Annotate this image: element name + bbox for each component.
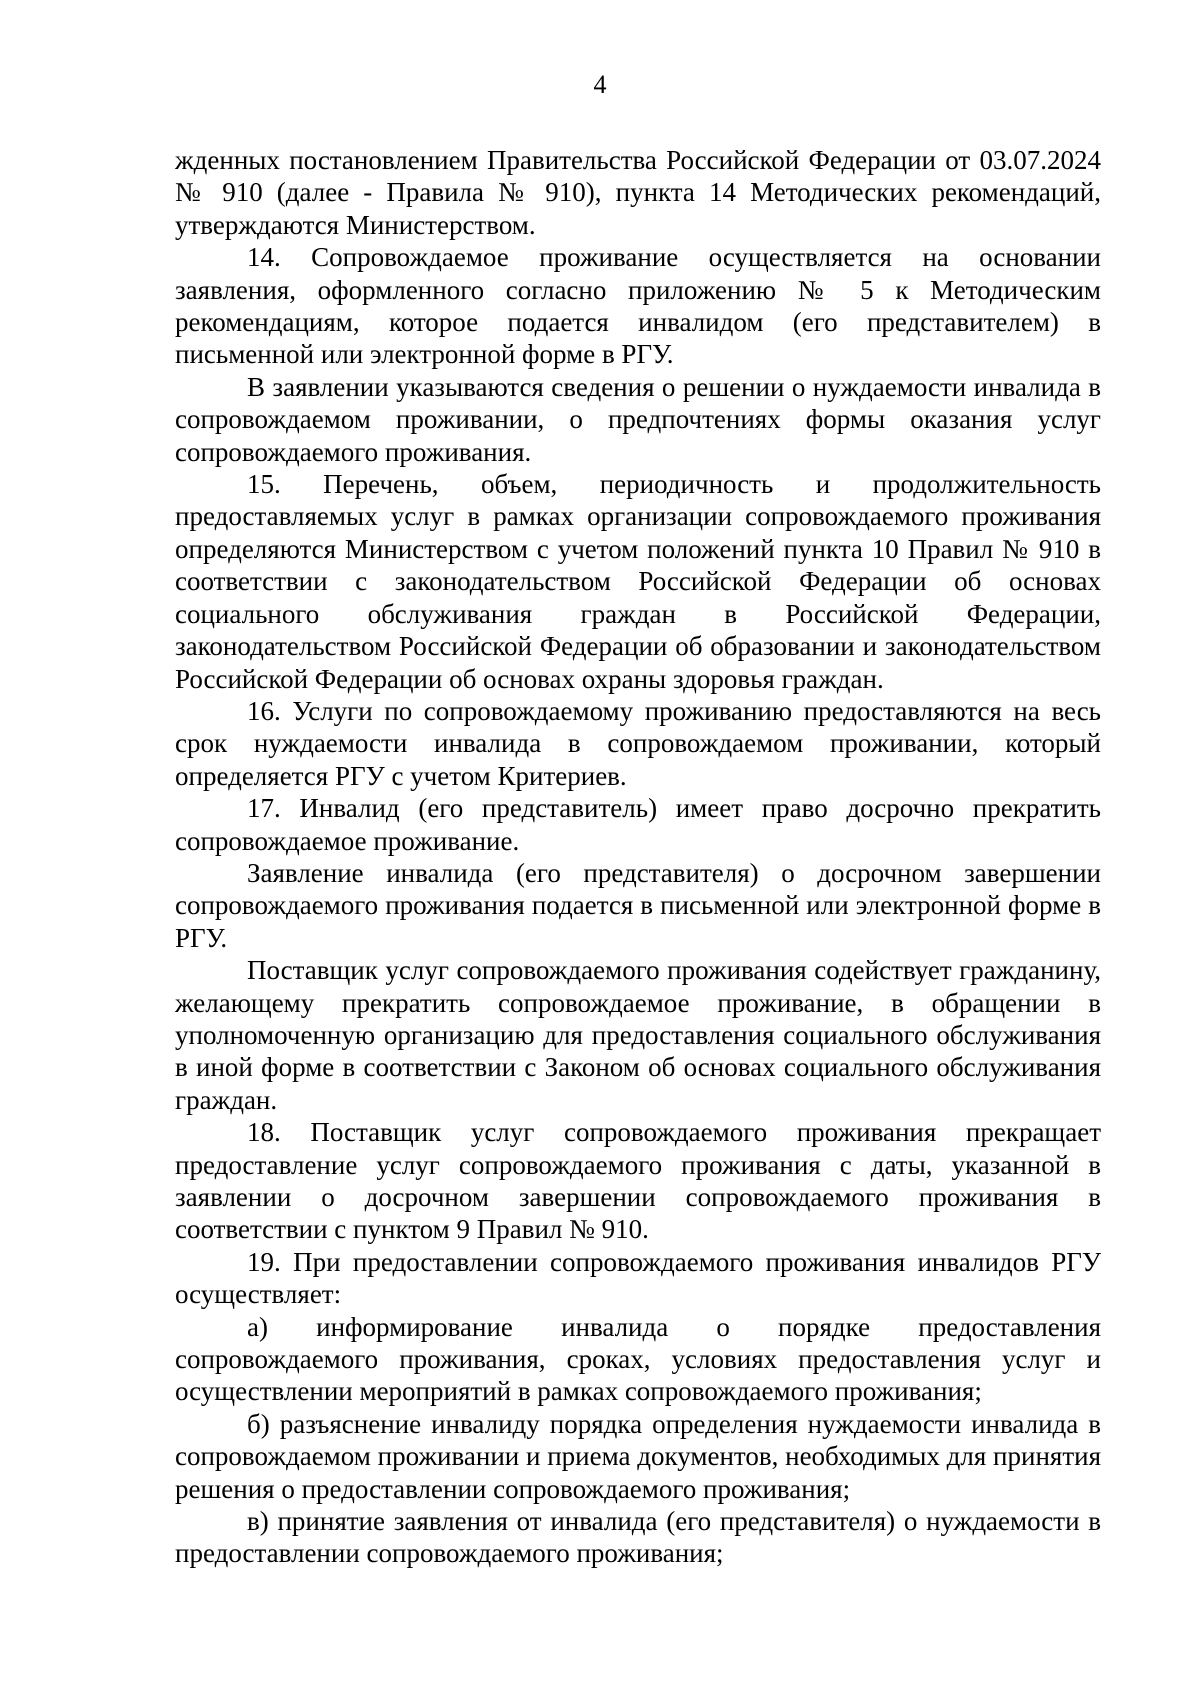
paragraph-item-19-b: б) разъяснение инвалиду порядка определения нуждаемости инвалида в сопровождаемом проживании и приема документов, необходимых для принятия решения о предоставлении сопровождаемого проживания; bbox=[175, 1408, 1101, 1504]
paragraph-item-19-v: в) принятие заявления от инвалида (его представителя) о нуждаемости в предоставлении сопровождаемого проживания; bbox=[175, 1506, 1101, 1569]
paragraph-item-14: 14. Сопровождаемое проживание осуществляется на основании заявления, оформленного согласно приложению № 5 к Методическим рекомендациям, которое подается инвалидом (его представителем) в письменной или электронной форме в РГУ. bbox=[175, 242, 1101, 370]
paragraph-item-16: 16. Услуги по сопровождаемому проживанию предоставляются на весь срок нуждаемости инвалида в сопровождаемом проживании, который определяется РГУ с учетом Критериев. bbox=[175, 695, 1101, 791]
page-number: 4 bbox=[593, 70, 607, 99]
paragraph-provider-assistance: Поставщик услуг сопровождаемого проживания содействует гражданину, желающему прекратить сопровождаемое проживание, в обращении в уполномоченную организацию для предоставления социального обслуживания в иной форме в соответствии с Законом об основах социального обслуживания граждан. bbox=[175, 955, 1101, 1115]
paragraph-item-15: 15. Перечень, объем, периодичность и продолжительность предоставляемых услуг в рамках организации сопровождаемого проживания определяются Министерством с учетом положений пункта 10 Правил № 910 в соответствии с законодательством Российской Федерации об основах социального обслуживания граждан в Российской Федерации, законодательством Российской Федерации об образовании и законодательством Российской Федерации об основах охраны здоровья граждан. bbox=[175, 469, 1101, 694]
paragraph-item-19: 19. При предоставлении сопровождаемого проживания инвалидов РГУ осуществляет: bbox=[175, 1246, 1101, 1310]
paragraph-item-17: 17. Инвалид (его представитель) имеет право досрочно прекратить сопровождаемое проживание. bbox=[175, 793, 1101, 856]
paragraph-item-19-a: а) информирование инвалида о порядке предоставления сопровождаемого проживания, сроках, условиях предоставления услуг и осуществлении мероприятий в рамках сопровождаемого проживания; bbox=[175, 1311, 1101, 1407]
document-body bbox=[175, 144, 1101, 1570]
paragraph-application-details: В заявлении указываются сведения о решении о нуждаемости инвалида в сопровождаемом проживании, о предпочтениях формы оказания услуг сопровождаемого проживания. bbox=[175, 371, 1101, 467]
paragraph-continuation: жденных постановлением Правительства Российской Федерации от 03.07.2024 № 910 (далее - Правила № 910), пункта 14 Методических рекомендаций, утверждаются Министерством. bbox=[175, 145, 1101, 240]
paragraph-item-18: 18. Поставщик услуг сопровождаемого проживания прекращает предоставление услуг сопровождаемого проживания с даты, указанной в заявлении о досрочном завершении сопровождаемого проживания в соответствии с пунктом 9 Правил № 910. bbox=[175, 1117, 1101, 1245]
paragraph-early-termination-application: Заявление инвалида (его представителя) о досрочном завершении сопровождаемого проживания подается в письменной или электронной форме в РГУ. bbox=[175, 857, 1101, 953]
